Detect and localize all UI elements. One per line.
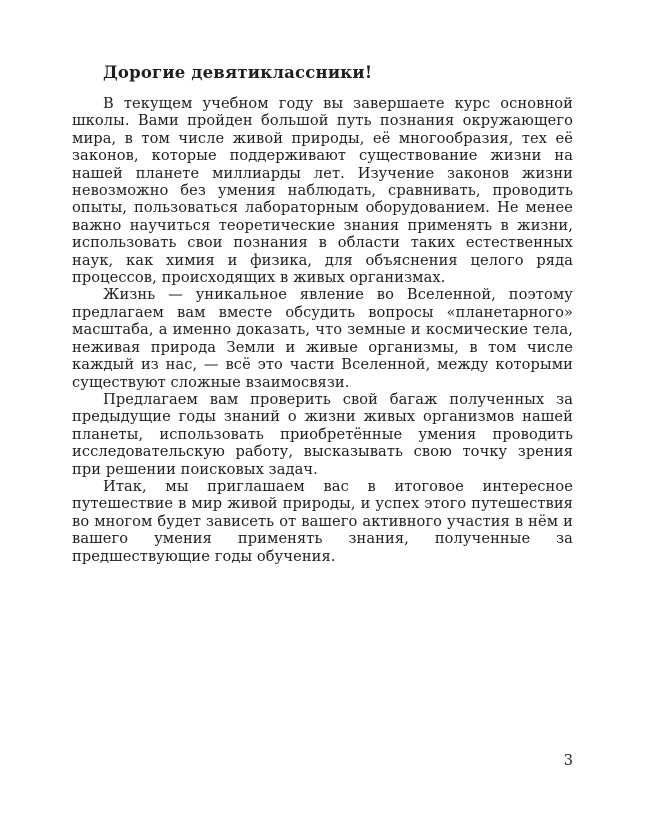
paragraph-intro-school-course: В текущем учебном году вы завершаете курс основной школы. Вами пройден большой путь познания окружающего мира, в том числе живой природы, её многообразия, тех её законов, которые поддерживают существование жизни на нашей планете миллиарды лет. Изучение законов жизни невозможно без умения наблюдать, сравнивать, проводить опыты, пользоваться лабораторным оборудованием. Не менее важно научиться теоретические знания применять в жизни, использовать свои познания в области таких естественных наук, как химия и физика, для объяснения целого ряда процессов, происходящих в живых организмах.	[72, 95, 573, 287]
body-text	[72, 95, 573, 565]
paragraph-life-universe: Жизнь — уникальное явление во Вселенной, поэтому предлагаем вам вместе обсудить вопросы «планетарного» масштаба, а именно доказать, что земные и космические тела, неживая природа Земли и живые организмы, в том числе каждый из нас, — всё это части Вселенной, между которыми существуют сложные взаимосвязи.	[72, 286, 573, 391]
page-number: 3	[563, 753, 573, 769]
paragraph-check-knowledge: Предлагаем вам проверить свой багаж полученных за предыдущие годы знаний о жизни живых организмов нашей планеты, использовать приобретённые умения проводить исследовательскую работу, высказывать свою точку зрения при решении поисковых задач.	[72, 390, 573, 478]
paragraph-final-journey: Итак, мы приглашаем вас в итоговое интересное путешествие в мир живой природы, и успех этого путешествия во многом будет зависеть от вашего активного участия в нём и вашего умения применять знания, полученные за предшествующие годы обучения.	[72, 477, 573, 565]
page-heading: Дорогие девятиклассники!	[103, 63, 373, 82]
